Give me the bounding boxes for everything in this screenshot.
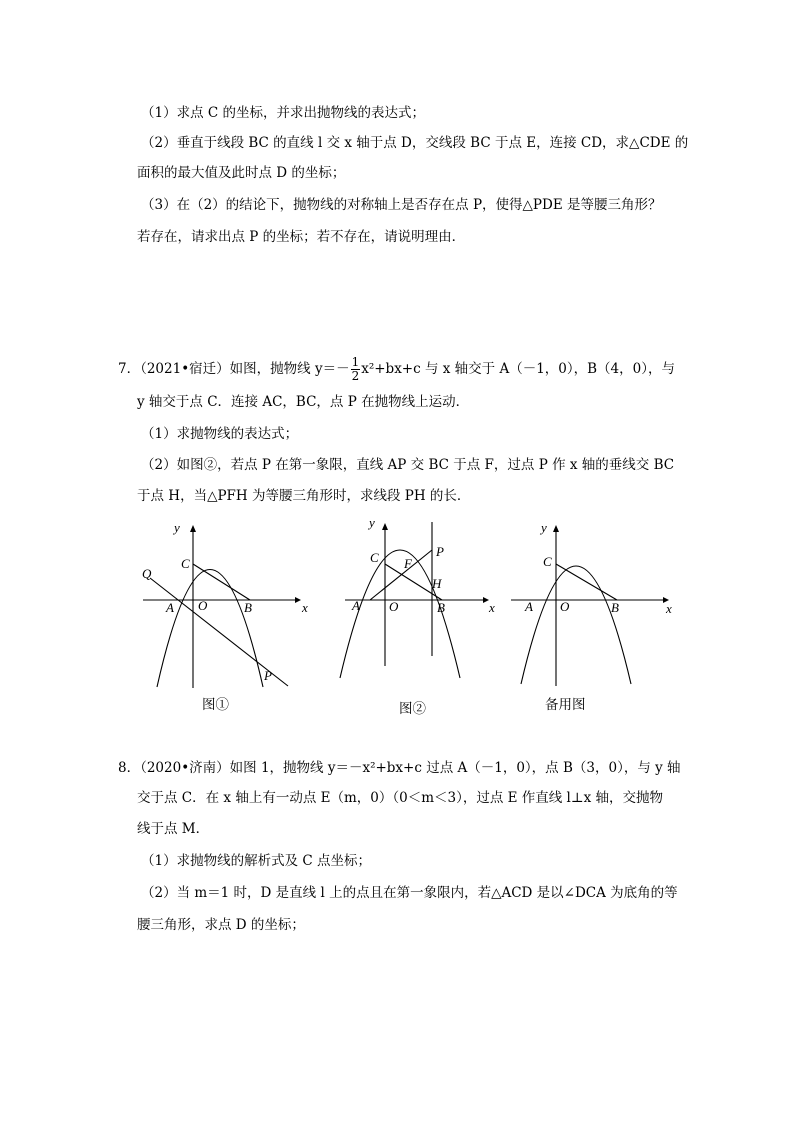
question-part-2: （2）垂直于线段 BC 的直线 l 交 x 轴于点 D，交线段 BC 于点 E，连接 CD，求△CDE 的: [141, 135, 689, 151]
question-part-3-cont: 若存在，请求出点 P 的坐标；若不存在，请说明理由．: [137, 229, 466, 245]
q7-fraction-num: 1: [351, 355, 360, 369]
fig2-caption: 图②: [399, 701, 426, 717]
fig3-caption: 备用图: [545, 697, 586, 713]
q7-part-2-cont: 于点 H，当△PFH 为等腰三角形时，求线段 PH 的长．: [137, 488, 471, 504]
fig1-caption: 图①: [202, 697, 229, 713]
figure-1: [142, 520, 308, 688]
q8-line-3: 线于点 M．: [137, 821, 210, 837]
fig1-label-p: P: [264, 668, 272, 683]
fig3-parabola: [521, 566, 631, 684]
fig1-label-q: Q: [142, 566, 152, 581]
fig2-label-a: A: [352, 598, 360, 613]
question-part-3: （3）在（2）的结论下，抛物线的对称轴上是否存在点 P，使得△PDE 是等腰三角形？: [141, 197, 662, 213]
q7-line-1: [118, 356, 675, 383]
fig1-label-y: y: [174, 520, 180, 535]
fig1-x-arrow: [295, 597, 301, 603]
figure-3: [511, 520, 672, 686]
fig3-label-o: O: [560, 599, 570, 614]
fig2-label-x: x: [489, 600, 495, 615]
q7-fraction: [351, 356, 361, 383]
fig3-segment-cb: [556, 564, 617, 600]
fig1-label-o: O: [198, 598, 208, 613]
figure-group: [0, 512, 794, 752]
fig3-y-arrow: [553, 525, 559, 532]
fig2-label-h: H: [432, 576, 442, 591]
fig2-label-c: C: [370, 550, 379, 565]
q8-part-2: （2）当 m＝1 时，D 是直线 l 上的点且在第一象限内，若△ACD 是以∠DCA 为底角的等: [141, 885, 678, 901]
q7-part-2: （2）如图②，若点 P 在第一象限，直线 AP 交 BC 于点 F，过点 P 作 x 轴的垂线交 BC: [141, 457, 675, 473]
fig3-label-y: y: [541, 520, 547, 535]
question-part-1: （1）求点 C 的坐标，并求出抛物线的表达式；: [141, 105, 426, 121]
q7-stem-b: x²+bx+c 与 x 轴交于 A（－1，0），B（4，0），与: [361, 361, 675, 377]
q7-line-2: y 轴交于点 C．连接 AC，BC，点 P 在抛物线上运动．: [137, 394, 470, 410]
fig1-label-b: B: [244, 600, 252, 615]
fig1-label-c: C: [181, 556, 190, 571]
fig3-label-b: B: [611, 600, 619, 615]
fig1-segment-cb: [193, 564, 250, 600]
fig2-y-arrow: [382, 523, 388, 530]
fig2-label-p: P: [436, 544, 444, 559]
fig1-y-arrow: [190, 525, 196, 532]
q8-part-2-cont: 腰三角形，求点 D 的坐标；: [137, 917, 305, 933]
fig1-label-x: x: [302, 600, 308, 615]
fig3-label-c: C: [543, 554, 552, 569]
fig1-label-a: A: [166, 600, 174, 615]
q8-part-1: （1）求抛物线的解析式及 C 点坐标；: [141, 853, 372, 869]
fig2-label-b: B: [437, 600, 445, 615]
q7-part-1: （1）求抛物线的表达式；: [141, 426, 299, 442]
fig2-label-o: O: [389, 599, 399, 614]
fig2-label-y: y: [369, 515, 375, 530]
fig2-label-f: F: [404, 556, 412, 571]
q7-stem-a: 7．（2021•宿迁）如图，抛物线 y＝－: [118, 361, 350, 377]
fig2-segment-ap: [370, 550, 432, 600]
figure-2: [340, 515, 495, 678]
question-part-2-cont: 面积的最大值及此时点 D 的坐标；: [137, 165, 346, 181]
q8-line-1: 8．（2020•济南）如图 1，抛物线 y＝－x²+bx+c 过点 A（－1，0），点 B（3，0），与 y 轴: [118, 760, 681, 776]
q7-fraction-den: 2: [351, 369, 360, 383]
fig1-parabola: [157, 570, 263, 688]
fig3-label-x: x: [666, 601, 672, 616]
fig3-label-a: A: [525, 599, 533, 614]
q8-line-2: 交于点 C．在 x 轴上有一动点 E（m，0）（0＜m＜3），过点 E 作直线 l⊥x 轴，交抛物: [137, 790, 663, 806]
